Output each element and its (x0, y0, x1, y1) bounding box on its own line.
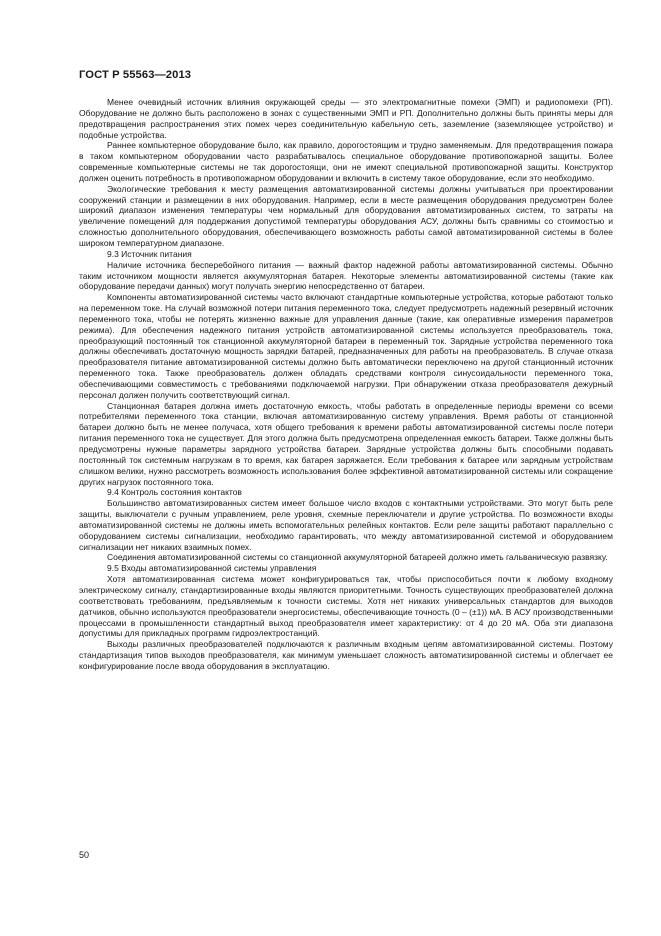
paragraph-ups: Наличие источника бесперебойного питания — важный фактор надежной работы автоматизированной системы. Обычно таким источником мощности является аккумуляторная батарея. Некоторые элементы автоматизированной системы (такие как оборудование передачи данных) могут получать энергию непосредственно от батареи. (79, 259, 613, 292)
section-heading-9-5: 9.5 Входы автоматизированной системы управления (107, 563, 317, 574)
section-heading-9-4: 9.4 Контроль состояния контактов (107, 487, 242, 498)
page-number: 50 (79, 850, 90, 860)
paragraph-station-battery: Станционная батарея должна иметь достаточную емкость, чтобы работать в определенные периоды времени со всеми потребителями переменного тока станции, включая автоматизированную систему управления. Время работы от станционной батареи должно быть не менее получаса, хотя общего требования к времени работы автоматизированной системы после потери питания переменного тока не существует. Для этого должна быть предусмотрена определенная емкость батареи. Также должны быть предусмотрены нужные параметры зарядного устройства батареи. Зарядные устройства должны быть способными подавать постоянный ток системным нагрузкам в то время, как батарея заряжается. Если требования к батарее или зарядным устройствам слишком велики, нужно рассмотреть возможность использования более эффективной автоматизированной системы или сокращение других нагрузок постоянного тока. (79, 400, 613, 487)
paragraph-emi: Менее очевидный источник влияния окружающей среды — это электромагнитные помехи (ЭМП) и радиопомехи (РП). Оборудование не должно быть расположено в зонах с существенными ЭМП и РП. Дополнительно должны быть приняты меры для предотвращения распространения этих помех через соединительную кабельную сеть, заземление (заземляющее устройство) и подобные устройства. (79, 97, 613, 140)
paragraph-transducer-outputs: Выходы различных преобразователей подключаются к различным входным цепям автоматизированной системы. Поэтому стандартизация типов выходов преобразователя, как минимум уменьшает сложность автоматизированной системы и облегчает ее конфигурирование после ввода оборудования в эксплуатацию. (79, 639, 613, 671)
document-body (79, 97, 613, 672)
paragraph-environmental-requirements: Экологические требования к месту размещения автоматизированной системы должны учитываться при проектировании сооружений станции и размещении в них оборудования. Например, если в месте размещения оборудования предусмотрен более широкий диапазон изменения температуры чем нормальный для оборудования автоматизированных систем, то затраты на увеличение помещений для поддержания допустимой температуры оборудования АСУ, должны быть сравнимы со стоимостью и сложностью дополнительного оборудования, обеспечивающего возможность работы самой автоматизированной системы в более широком температурном диапазоне. (79, 183, 613, 248)
section-heading-9-3: 9.3 Источник питания (107, 248, 192, 259)
paragraph-ac-components: Компоненты автоматизированной системы часто включают стандартные компьютерные устройства, которые работают только на переменном токе. На случай возможной потери питания переменного тока, следует предусмотреть надежный резервный источник переменного тока, чтобы не потерять жизненно важные для управления данные (такие, как оперативные измерения параметров режима). Для обеспечения надежного питания устройств автоматизированной системы используется преобразователь тока, преобразующий постоянный ток станционной аккумуляторной батареи в переменный ток. Зарядные устройства переменного тока должны обеспечивать достаточную мощность зарядки батарей, предназначенных для работы на преобразователь. В случае отказа преобразователя питание автоматизированной системы должно быть автоматически переключено на другой станционный источник переменного тока. Также преобразователь должен обладать средствами контроля синусоидальности переменного тока, обеспечивающими совместимость с требованиями подключаемой нагрузки. При обнаружении отказа преобразователя дежурный персонал должен получить соответствующий сигнал. (79, 292, 613, 400)
paragraph-contact-inputs: Большинство автоматизированных систем имеет большое число входов с контактными устройствами. Это могут быть реле защиты, выключатели с ручным управлением, реле уровня, схемные переключатели и другие устройства. По возможности входы автоматизированной системы не должны иметь вспомогательных релейных контактов. Если реле защиты работают параллельно с оборудованием системы сигнализации, необходимо гарантировать, что между автоматизированной системой и оборудованием сигнализации нет никаких взаимных помех. (79, 498, 613, 552)
document-header: ГОСТ Р 55563—2013 (79, 69, 192, 81)
paragraph-standard-inputs: Хотя автоматизированная система может конфигурироваться так, чтобы приспособиться почти к любому входному электрическому сигналу, стандартизированные входы являются приоритетными. Точность существующих преобразователей должна соответствовать требованиям, предъявляемым к точности системы. Хотя нет никаких универсальных стандартов для выходов датчиков, обычно используются преобразователи энергосистемы, обеспечивающие точность (0 – (±1)) мА. В АСУ производственными процессами в промышленности стандартный выход преобразователя имеет характеристику: от 4 до 20 мА. Оба эти диапазона допустимы для прикладных программ гидроэлектростанций. (79, 574, 613, 639)
paragraph-fire-protection: Раннее компьютерное оборудование было, как правило, дорогостоящим и трудно заменяемым. Для предотвращения пожара в таком компьютерном оборудовании часто разрабатывалось специальное оборудование противопожарной защиты. Более современные компьютерные системы не так дорогостоящи, они не имеют специальной противопожарной защиты. Конструктор должен оценить потребность в противопожарном оборудовании и включить в систему такое оборудование, если это необходимо. (79, 140, 613, 183)
paragraph-galvanic-isolation: Соединения автоматизированной системы со станционной аккумуляторной батареей должно иметь гальваническую развязку. (107, 552, 608, 563)
